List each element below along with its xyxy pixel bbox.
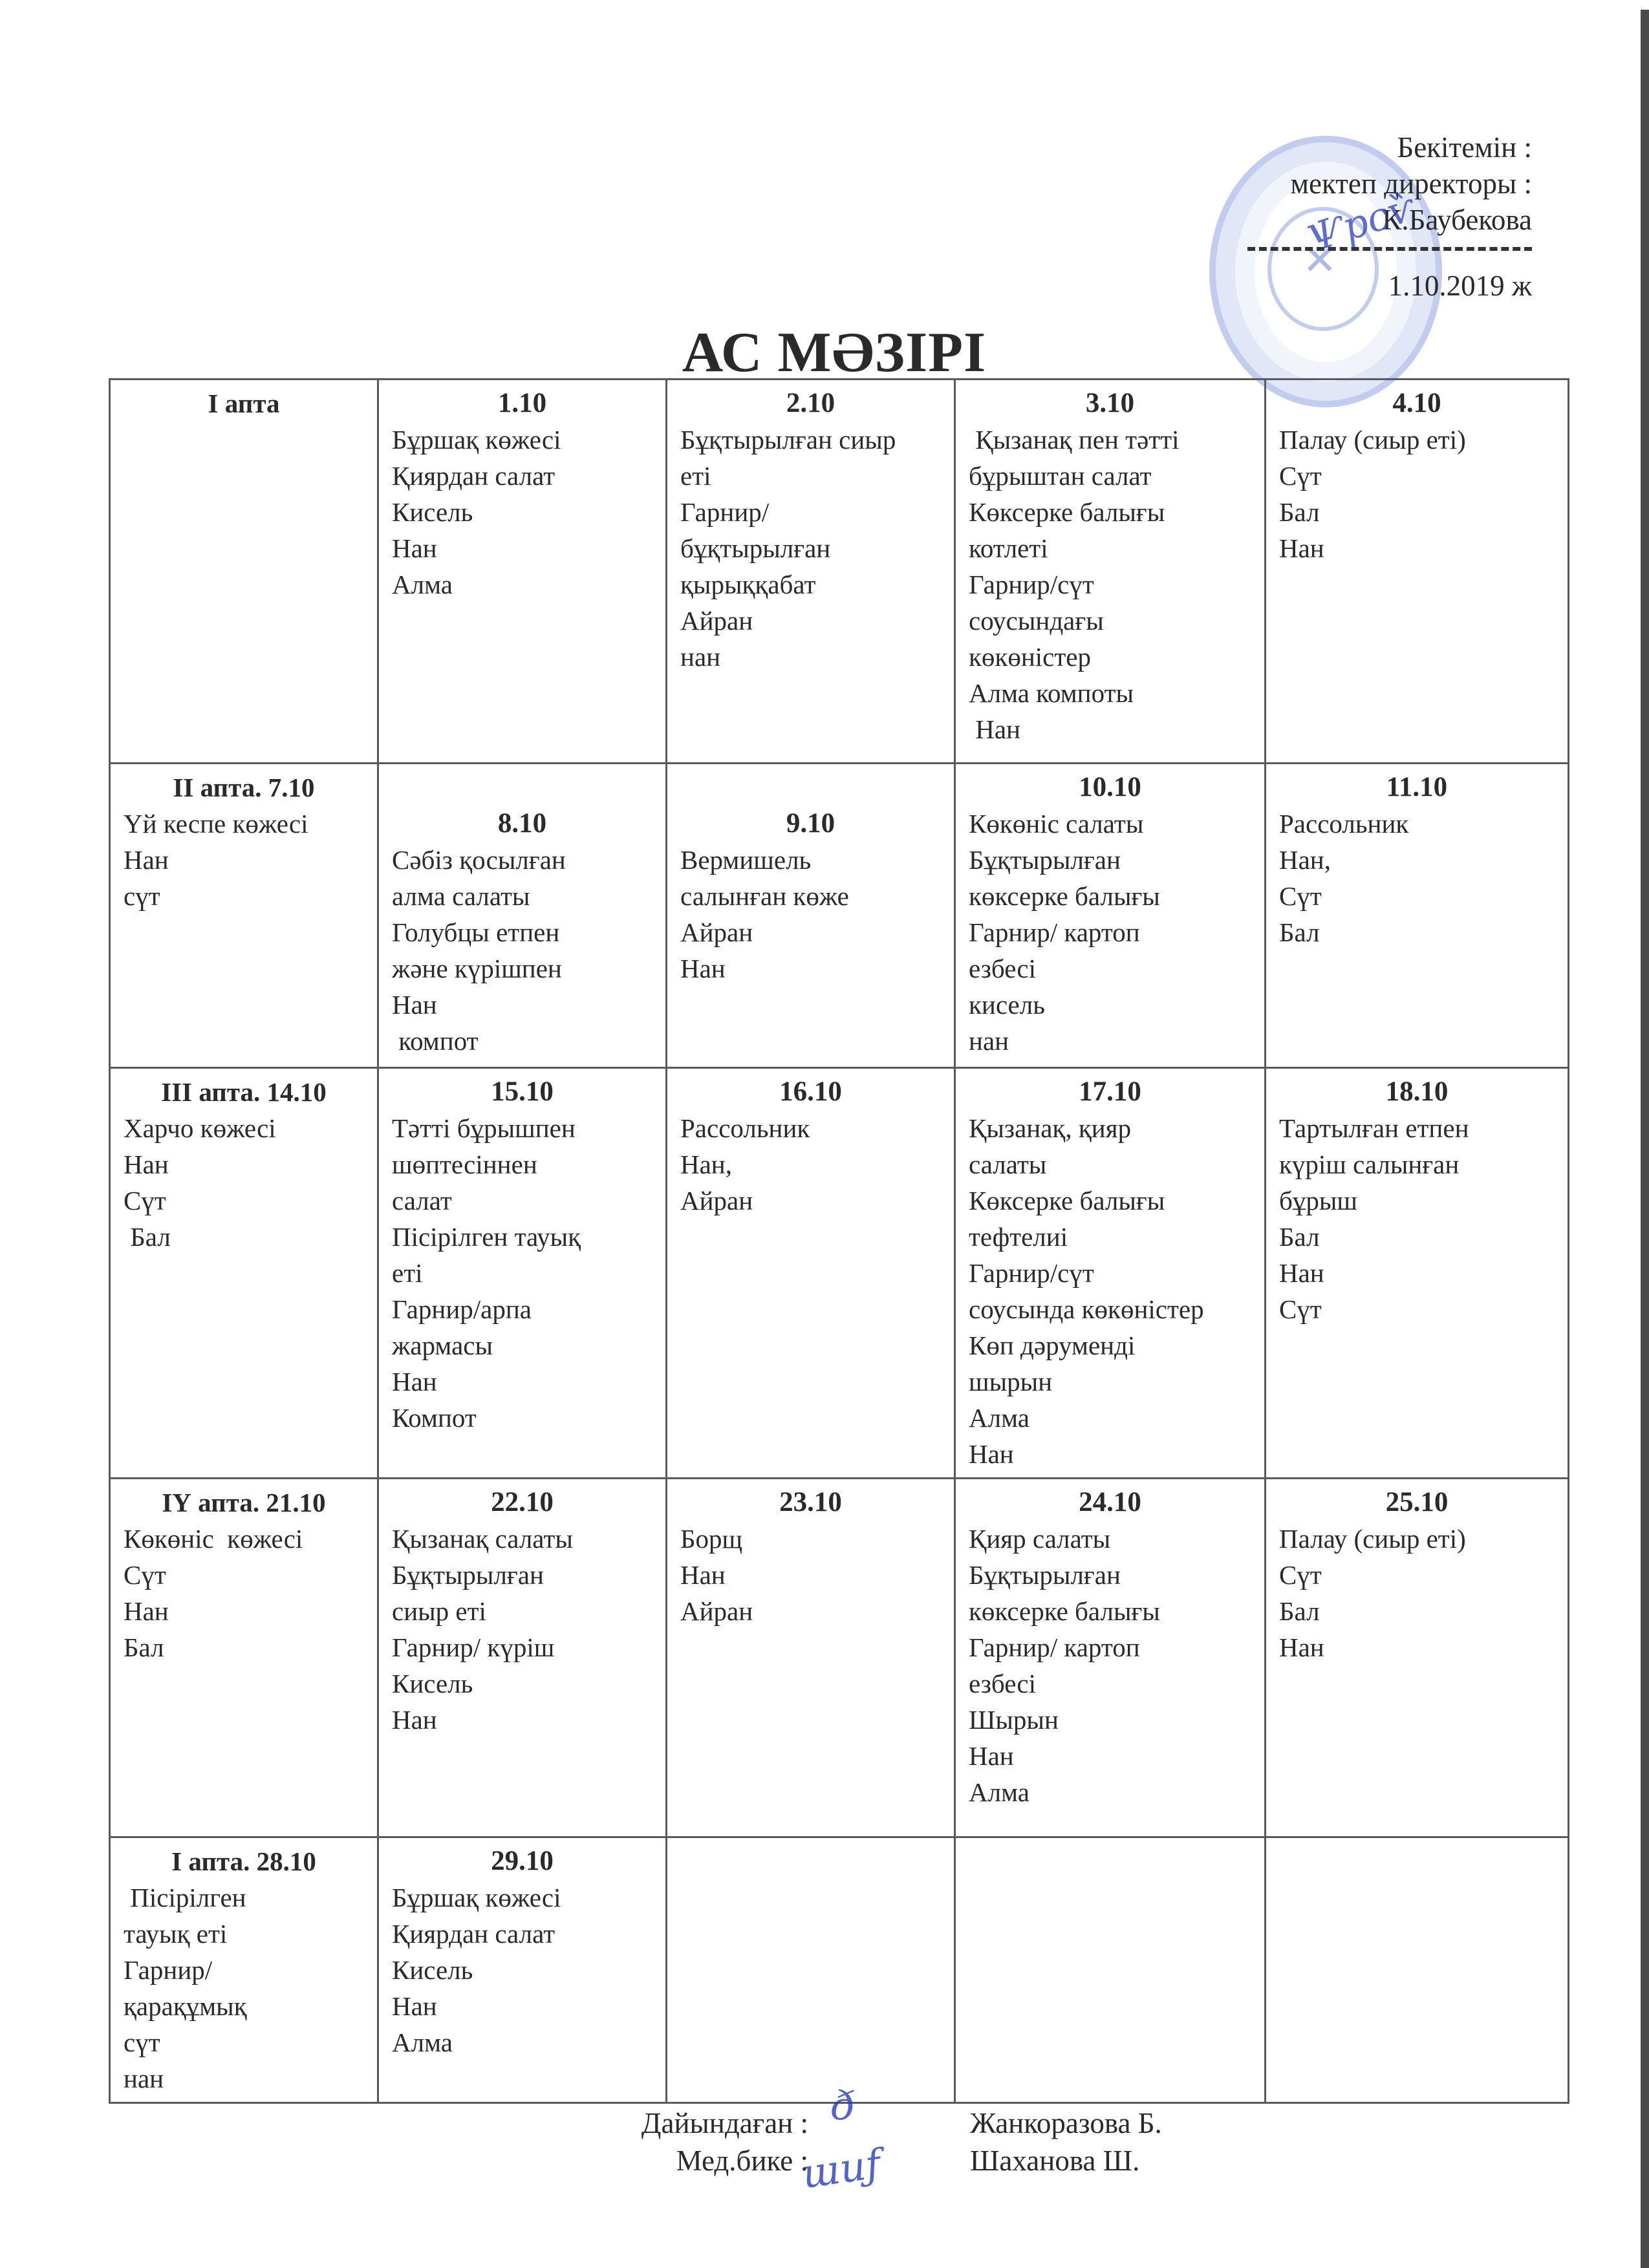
dish-item: Бұршақ көжесі bbox=[392, 1883, 561, 1912]
dish-item: компот bbox=[392, 1026, 479, 1056]
dish-item: Гарнир/ картоп bbox=[969, 917, 1140, 947]
dish-item: Бұқтырылған bbox=[392, 1560, 544, 1590]
day-cell bbox=[955, 1837, 1266, 2103]
day-date: 25.10 bbox=[1385, 1487, 1449, 1517]
dish-item: Қиярдан салат bbox=[392, 1919, 555, 1949]
dish-item: Алма bbox=[969, 1403, 1029, 1433]
dish-item: Сүт bbox=[1279, 1560, 1322, 1590]
dish-item: және күрішпен bbox=[392, 954, 562, 983]
day-date: 11.10 bbox=[1386, 772, 1448, 802]
dish-item: қарақұмық bbox=[124, 1991, 247, 2021]
dish-item: Сүт bbox=[1279, 461, 1322, 491]
dish-item: Нан bbox=[392, 533, 437, 563]
spacer bbox=[680, 769, 941, 806]
dish-item: Нан bbox=[969, 1741, 1014, 1771]
dish-item: көксерке балығы bbox=[969, 1596, 1160, 1626]
dish-item: Рассольник bbox=[1279, 809, 1409, 839]
dish-item: Нан bbox=[680, 1560, 726, 1590]
week-cell bbox=[110, 1068, 378, 1479]
dish-item: Кисель bbox=[392, 1955, 473, 1985]
dish-item: Гарнир/сүт bbox=[969, 570, 1094, 599]
day-cell bbox=[378, 1479, 667, 1837]
dish-item: Нан bbox=[1279, 1258, 1324, 1288]
dish-item: Бал bbox=[1279, 917, 1320, 947]
week-label: ІҮ апта. 21.10 bbox=[162, 1488, 326, 1517]
dish-item: Нан bbox=[392, 1367, 437, 1396]
dish-item: Алма bbox=[969, 1777, 1029, 1807]
day-date: 10.10 bbox=[1079, 772, 1141, 802]
dish-item: Нан bbox=[1279, 1632, 1324, 1662]
dish-item: езбесі bbox=[969, 954, 1037, 983]
footer-names bbox=[970, 2104, 1162, 2179]
dish-item: салынған көже bbox=[680, 881, 849, 911]
dish-item: Айран bbox=[680, 606, 753, 636]
dish-item: сүт bbox=[124, 2027, 160, 2057]
day-cell bbox=[378, 380, 667, 764]
day-cell bbox=[1266, 1479, 1569, 1837]
dish-item: Сүт bbox=[124, 1186, 166, 1215]
signature-dashed-line bbox=[1247, 238, 1532, 251]
day-date: 8.10 bbox=[497, 808, 547, 839]
dish-item: жармасы bbox=[392, 1331, 493, 1360]
dish-item: еті bbox=[392, 1258, 423, 1288]
menu-week-row bbox=[110, 380, 1569, 764]
dish-item: Рассольник bbox=[680, 1113, 810, 1143]
dish-item: езбесі bbox=[969, 1669, 1037, 1698]
dish-item: көкөністер bbox=[969, 642, 1091, 672]
dish-item: Бал bbox=[1279, 1596, 1320, 1626]
day-date: 23.10 bbox=[779, 1487, 842, 1517]
dish-item: Қияр салаты bbox=[969, 1524, 1111, 1554]
dish-item: Тәтті бұрышпен bbox=[392, 1113, 576, 1143]
menu-week-row bbox=[110, 764, 1569, 1068]
day-date: 29.10 bbox=[491, 1846, 554, 1876]
dish-item: Бұқтырылған bbox=[969, 845, 1121, 875]
dish-item: бұқтырылған bbox=[680, 533, 831, 563]
day-date: 24.10 bbox=[1079, 1487, 1141, 1517]
dish-item: бұрыштан салат bbox=[969, 461, 1152, 491]
dish-item: Нан, bbox=[680, 1150, 732, 1179]
dish-item: көксерке балығы bbox=[969, 881, 1160, 911]
day-cell bbox=[1266, 1068, 1569, 1479]
day-cell bbox=[955, 1479, 1266, 1837]
day-cell bbox=[378, 1068, 667, 1479]
dish-item: Бал bbox=[124, 1632, 164, 1662]
dish-item: Қызанақ пен тәтті bbox=[969, 425, 1180, 455]
dish-item: Нан bbox=[124, 1150, 169, 1179]
dish-item: Гарнир/ bbox=[680, 497, 770, 527]
dish-item: Нан bbox=[680, 954, 726, 983]
dish-item: Қиярдан салат bbox=[392, 461, 555, 491]
dish-item: еті bbox=[680, 461, 711, 491]
week-label: ІІ апта. 7.10 bbox=[173, 773, 315, 802]
dish-item: Айран bbox=[680, 1596, 753, 1626]
approval-position: мектеп директоры : bbox=[1290, 167, 1532, 200]
day-cell bbox=[667, 1068, 955, 1479]
dish-item: Сәбіз қосылған bbox=[392, 845, 566, 875]
dish-item: Айран bbox=[680, 1186, 753, 1215]
day-cell bbox=[378, 1837, 667, 2103]
day-cell bbox=[955, 1068, 1266, 1479]
dish-item: Көкөніс көжесі bbox=[124, 1524, 303, 1554]
dish-item: кисель bbox=[969, 990, 1045, 1020]
dish-item: шырын bbox=[969, 1367, 1053, 1396]
prepared-by-name: Жанкоразова Б. bbox=[970, 2107, 1162, 2139]
dish-item: Компот bbox=[392, 1403, 477, 1433]
dish-item: Гарнир/ bbox=[124, 1955, 213, 1985]
day-cell bbox=[955, 764, 1266, 1068]
day-date: 16.10 bbox=[779, 1076, 842, 1107]
day-cell bbox=[1266, 764, 1569, 1068]
dish-item: Бал bbox=[1279, 497, 1320, 527]
menu-week-row bbox=[110, 1068, 1569, 1479]
dish-item: Палау (сиыр еті) bbox=[1279, 425, 1466, 455]
week-label: І апта. 28.10 bbox=[171, 1846, 316, 1876]
dish-item: тауық еті bbox=[124, 1919, 228, 1949]
dish-item: Нан bbox=[392, 1705, 437, 1735]
week-cell bbox=[110, 1479, 378, 1837]
day-date: 9.10 bbox=[786, 808, 835, 839]
dish-item: Үй кеспе көжесі bbox=[124, 809, 308, 839]
week-label: ІІІ апта. 14.10 bbox=[161, 1077, 327, 1107]
day-cell bbox=[1266, 1837, 1569, 2103]
approval-heading: Бекітемін : bbox=[1397, 131, 1532, 164]
nurse-name: Шаханова Ш. bbox=[970, 2145, 1140, 2177]
day-cell bbox=[667, 764, 955, 1068]
dish-item: Нан bbox=[969, 714, 1020, 744]
day-date: 1.10 bbox=[497, 388, 547, 418]
dish-item: Бұқтырылған сиыр bbox=[680, 425, 896, 455]
dish-item: сүт bbox=[124, 881, 160, 911]
dish-item: Кисель bbox=[392, 497, 473, 527]
dish-item: Гарнир/сүт bbox=[969, 1258, 1094, 1288]
day-cell bbox=[1266, 380, 1569, 764]
dish-item: Бұршақ көжесі bbox=[392, 425, 561, 455]
week-cell bbox=[110, 1837, 378, 2103]
dish-item: бұрыш bbox=[1279, 1186, 1357, 1215]
day-cell bbox=[378, 764, 667, 1068]
dish-item: Алма компоты bbox=[969, 678, 1134, 708]
dish-item: Көкөніс салаты bbox=[969, 809, 1144, 839]
dish-item: Нан bbox=[969, 1439, 1014, 1469]
dish-item: Палау (сиыр еті) bbox=[1279, 1524, 1466, 1554]
dish-item: Голубцы етпен bbox=[392, 917, 560, 947]
dish-item: Сүт bbox=[124, 1560, 166, 1590]
day-date: 3.10 bbox=[1085, 388, 1135, 418]
day-cell bbox=[667, 1837, 955, 2103]
nurse-label: Мед.бике : bbox=[676, 2145, 808, 2177]
day-date: 2.10 bbox=[786, 388, 835, 418]
dish-item: Айран bbox=[680, 917, 753, 947]
menu-week-row bbox=[110, 1837, 1569, 2103]
dish-item: Гарнир/ күріш bbox=[392, 1632, 555, 1662]
dish-item: Бал bbox=[1279, 1222, 1320, 1252]
day-date: 17.10 bbox=[1079, 1076, 1141, 1107]
dish-item: Көп дәрумендi bbox=[969, 1331, 1136, 1360]
dish-item: Сүт bbox=[1279, 1294, 1322, 1324]
dish-item: Кисель bbox=[392, 1669, 473, 1698]
dish-item: тефтелиі bbox=[969, 1222, 1068, 1252]
dish-item: нан bbox=[680, 642, 721, 672]
week-cell bbox=[110, 764, 378, 1068]
dish-item: Пісірілген тауық bbox=[392, 1222, 581, 1252]
dish-item: Алма bbox=[392, 2027, 453, 2057]
day-cell bbox=[955, 380, 1266, 764]
dish-item: алма салаты bbox=[392, 881, 530, 911]
dish-item: Гарнир/арпа bbox=[392, 1294, 532, 1324]
dish-item: Сүт bbox=[1279, 881, 1322, 911]
dish-item: нан bbox=[969, 1026, 1009, 1056]
nurse-signature: ɯиƒ bbox=[799, 2139, 884, 2198]
footer-labels bbox=[569, 2104, 808, 2179]
dish-item: Шырын bbox=[969, 1705, 1059, 1735]
dish-item: соусында көкөністер bbox=[969, 1294, 1204, 1324]
week-label: І апта bbox=[208, 389, 280, 418]
dish-item: сиыр еті bbox=[392, 1596, 486, 1626]
dish-item: Көксерке балығы bbox=[969, 497, 1165, 527]
week-cell bbox=[110, 380, 378, 764]
page-title: АС МӘЗІРІ bbox=[682, 321, 987, 384]
menu-table bbox=[109, 378, 1569, 2104]
dish-item: Нан bbox=[124, 845, 169, 875]
dish-item: Бұқтырылған bbox=[969, 1560, 1121, 1590]
dish-item: Нан bbox=[392, 1991, 437, 2021]
menu-week-row bbox=[110, 1479, 1569, 1837]
dish-item: Харчо көжесі bbox=[124, 1113, 276, 1143]
prepared-by-signature: ð bbox=[831, 2082, 856, 2129]
prepared-by-label: Дайындаған : bbox=[641, 2107, 808, 2139]
day-cell bbox=[667, 380, 955, 764]
dish-item: котлеті bbox=[969, 533, 1048, 563]
dish-item: күріш салынған bbox=[1279, 1150, 1460, 1179]
dish-item: Нан bbox=[1279, 533, 1324, 563]
dish-item: Бал bbox=[124, 1222, 171, 1252]
dish-item: Қызанақ, қияр bbox=[969, 1113, 1132, 1143]
dish-item: Алма bbox=[392, 570, 453, 599]
spacer bbox=[392, 769, 652, 806]
dish-item: Борщ bbox=[680, 1524, 743, 1554]
dish-item: Пісірілген bbox=[124, 1883, 246, 1912]
dish-item: Нан bbox=[392, 990, 437, 1020]
dish-item: шөптесіннен bbox=[392, 1150, 537, 1179]
dish-item: соусындағы bbox=[969, 606, 1104, 636]
day-date: 15.10 bbox=[491, 1076, 554, 1107]
dish-item: Гарнир/ картоп bbox=[969, 1632, 1140, 1662]
dish-item: Қызанақ салаты bbox=[392, 1524, 573, 1554]
dish-item: Көксерке балығы bbox=[969, 1186, 1165, 1215]
day-cell bbox=[667, 1479, 955, 1837]
approval-director-name: К.Баубекова bbox=[1382, 204, 1532, 236]
day-date: 4.10 bbox=[1392, 388, 1441, 418]
day-date: 18.10 bbox=[1385, 1076, 1449, 1107]
dish-item: нан bbox=[124, 2064, 164, 2093]
dish-item: салат bbox=[392, 1186, 452, 1215]
dish-item: салаты bbox=[969, 1150, 1047, 1179]
dish-item: Тартылған етпен bbox=[1279, 1113, 1469, 1143]
dish-item: қырыққабат bbox=[680, 570, 816, 599]
approval-date: 1.10.2019 ж bbox=[1388, 270, 1532, 302]
dish-item: Вермишель bbox=[680, 845, 812, 875]
director-signature: Ѱрсѷ bbox=[1302, 184, 1421, 262]
dish-item: Нан bbox=[124, 1596, 169, 1626]
day-date: 22.10 bbox=[491, 1487, 554, 1517]
dish-item: Нан, bbox=[1279, 845, 1331, 875]
